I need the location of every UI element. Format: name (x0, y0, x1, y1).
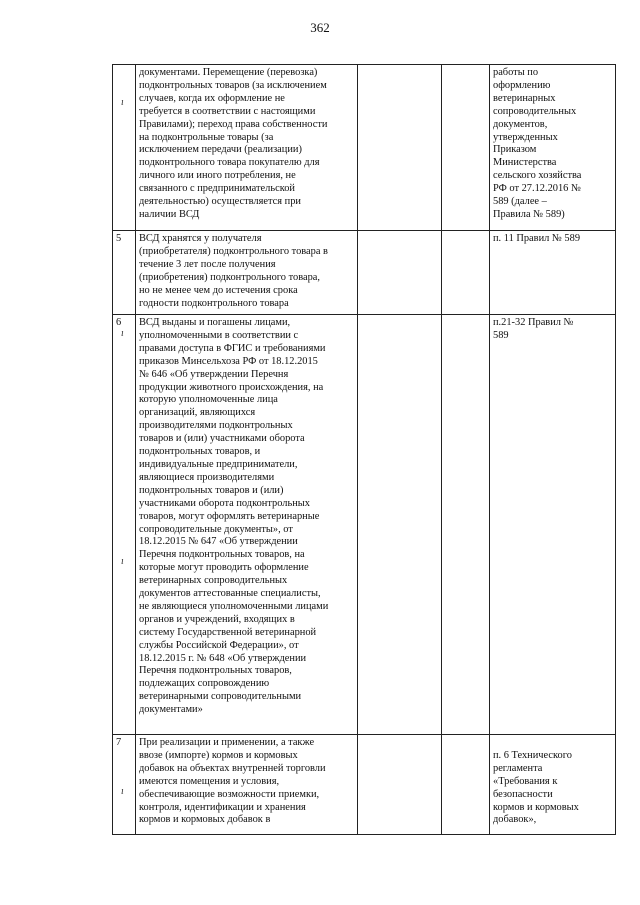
requirement-text: ВСД хранятся у получателя (приобретателя) подконтрольного товара в течение 3 лет после получения (приобретения) подконтрольного товара, но не менее чем до истечения срока годности подконтрольного товара (136, 231, 358, 315)
row-number (113, 65, 136, 231)
row-number: 5 (113, 231, 136, 315)
requirements-table (112, 64, 616, 835)
reference-text: п. 6 Технического регламента «Требования к безопасности кормов и кормовых добавок», (490, 735, 616, 835)
answer-cell (358, 315, 442, 735)
requirement-text: При реализации и применении, а также ввозе (импорте) кормов и кормовых добавок на объектах внутренней торговли имеются помещения и условия, обеспечивающие возможности приемки, контроля, идентификации и хранения кормов и кормовых добавок в (136, 735, 358, 835)
answer-cell (358, 231, 442, 315)
scan-mark: ı (121, 786, 124, 797)
note-cell (442, 315, 490, 735)
scan-mark: ı (121, 97, 124, 108)
answer-cell (358, 65, 442, 231)
reference-text: работы по оформлению ветеринарных сопроводительных документов, утвержденных Приказом Министерства сельского хозяйства РФ от 27.12.2016 № 589 (далее – Правила № 589) (490, 65, 616, 231)
scan-mark: ı (121, 556, 124, 567)
requirement-text: ВСД выданы и погашены лицами, уполномоченными в соответствии с правами доступа в ФГИС и требованиями приказов Минсельхоза РФ от 18.12.2015 № 646 «Об утверждении Перечня продукции животного происхождения, на которую уполномоченные лица организаций, являющихся производителями подконтрольных товаров и (или) участниками оборота подконтрольных товаров, и индивидуальные предприниматели, являющиеся производителями подконтрольных товаров и (или) участниками оборота подконтрольных товаров, могут оформлять ветеринарные сопроводительные документы», от 18.12.2015 № 647 «Об утверждении Перечня подконтрольных товаров, на которые могут проводить оформление ветеринарных сопроводительных документов аттестованные специалисты, не являющиеся уполномоченными лицами органов и учреждений, входящих в систему Государственной ветеринарной службы Российской Федерации», от 18.12.2015 г. № 648 «Об утверждении Перечня подконтрольных товаров, подлежащих сопровождению ветеринарными сопроводительными документами» (136, 315, 358, 735)
note-cell (442, 65, 490, 231)
reference-text: п. 11 Правил № 589 (490, 231, 616, 315)
row-number: 6 (113, 315, 136, 735)
table-row (113, 315, 616, 735)
note-cell (442, 735, 490, 835)
requirement-text: документами. Перемещение (перевозка) подконтрольных товаров (за исключением случаев, когда их оформление не требуется в соответствии с настоящими Правилами); переход права собственности на подконтрольные товары (за исключением передачи (реализации) подконтрольного товара покупателю для личного или иного потребления, не связанного с предпринимательской деятельностью) осуществляется при наличии ВСД (136, 65, 358, 231)
reference-text: п.21-32 Правил № 589 (490, 315, 616, 735)
scan-mark: ı (121, 328, 124, 339)
table-row (113, 231, 616, 315)
table-row (113, 735, 616, 835)
note-cell (442, 231, 490, 315)
page-number: 362 (310, 20, 330, 35)
row-number: 7 (113, 735, 136, 835)
table-row (113, 65, 616, 231)
answer-cell (358, 735, 442, 835)
